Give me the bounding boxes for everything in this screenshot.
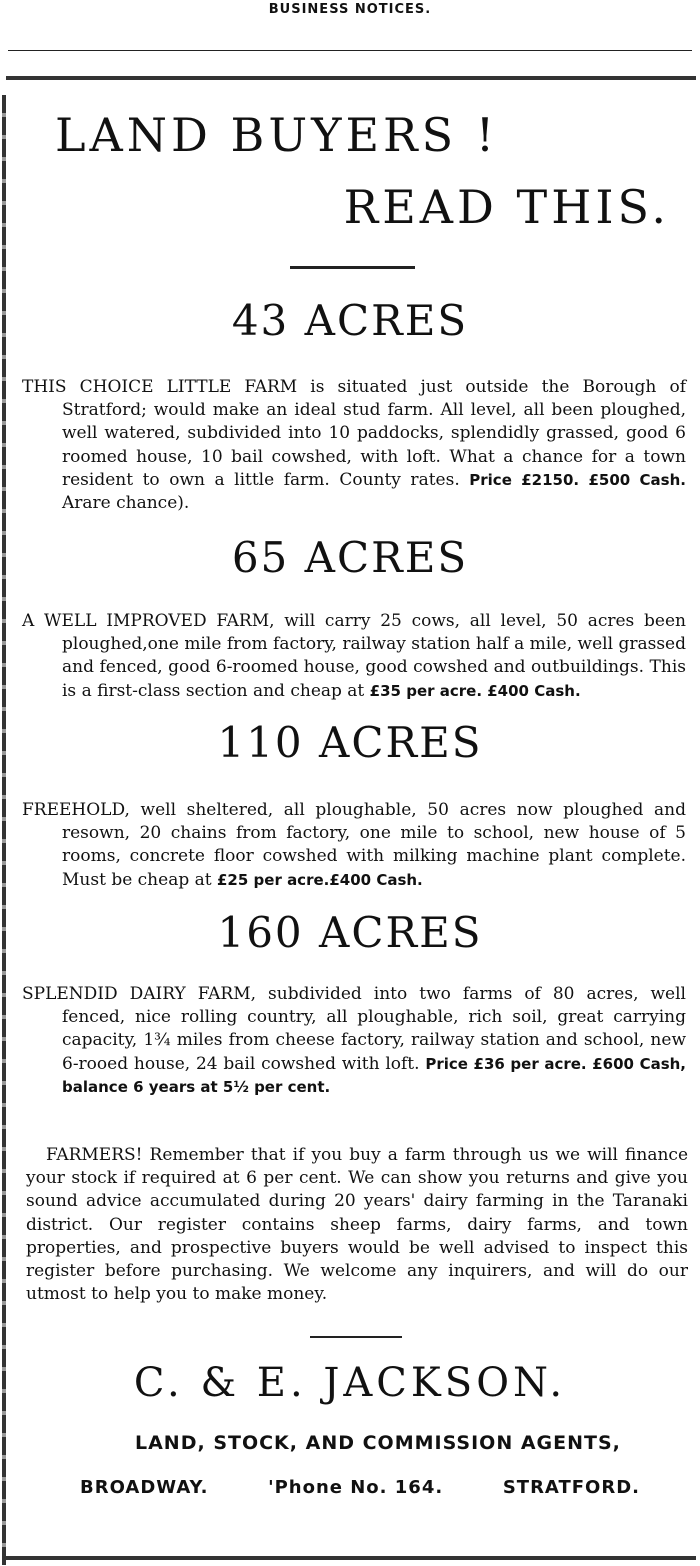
divider-dash [310,1336,402,1338]
firm-phone: 'Phone No. 164. [268,1477,444,1498]
firm-address [80,1477,640,1498]
listing-price: £35 per acre. £400 Cash. [369,681,581,700]
listing-heading: 43 ACRES [231,296,469,345]
firm-name: C. & E. JACKSON. [133,1360,567,1406]
listing-price: £25 per acre.£400 Cash. [217,870,423,889]
listing-note: Arare chance). [62,493,190,514]
listing-description [22,983,686,1099]
listing-description [22,799,686,892]
listing-description [22,376,686,515]
listing-body: THIS CHOICE LITTLE FARM is situated just outside the Borough of Stratford; would make an ideal stud farm. All level, all been ploughed, well watered, subdivided into 10 paddocks, splendidly grassed, good 6 roomed house, 10 bail cowshed, with loft. What a chance for a town resident to own a little farm. County rates. [22,377,686,490]
divider-dash [290,266,415,269]
listing-body: A WELL IMPROVED FARM, will carry 25 cows, all level, 50 acres been ploughed,one mile from factory, railway station half a mile, well grassed and fenced, good 6-roomed house, good cowshed and outbuildings. This is a first-class section and cheap at [22,611,686,701]
headline-read-this: READ THIS. [343,180,670,234]
top-border-rule [6,76,696,80]
farmers-notice: FARMERS! Remember that if you buy a farm through us we will finance your stock if required at 6 per cent. We can show you returns and give you sound advice accumulated during 20 years' dairy farming in the Taranaki district. Our register contains sheep farms, dairy farms, and town properties, and prospective buyers would be well advised to inspect this register before purchasing. We welcome any inquirers, and will do our utmost to help you to make money. [26,1145,688,1305]
listing-body: SPLENDID DAIRY FARM, subdivided into two farms of 80 acres, well fenced, nice rolling country, all ploughable, rich soil, great carrying capacity, 1¾ miles from cheese factory, railway station and school, new 6-rooed house, 24 bail cowshed with loft. [22,984,686,1074]
firm-tagline: LAND, STOCK, AND COMMISSION AGENTS, [135,1432,621,1454]
section-header: BUSINESS NOTICES. [268,2,432,17]
listing-body: FREEHOLD, well sheltered, all ploughable, 50 acres now ploughed and resown, 20 chains from factory, one mile to school, new house of 5 rooms, concrete floor cowshed with milking machine plant complete. Must be cheap at [22,800,686,890]
listing-price: Price £2150. £500 Cash. [469,470,686,489]
listing-price: Price £36 per acre. £600 Cash, balance 6 years at 5½ per cent. [62,1054,687,1096]
listing-heading: 65 ACRES [231,533,469,582]
firm-street: BROADWAY. [80,1477,209,1498]
listing-heading: 110 ACRES [217,718,483,767]
headline-land-buyers: LAND BUYERS ! [55,108,499,162]
header-rule [8,50,692,51]
listing-heading: 160 ACRES [217,908,483,957]
listing-description [22,610,686,703]
firm-town: STRATFORD. [502,1477,640,1498]
bottom-border-rule [6,1556,696,1560]
